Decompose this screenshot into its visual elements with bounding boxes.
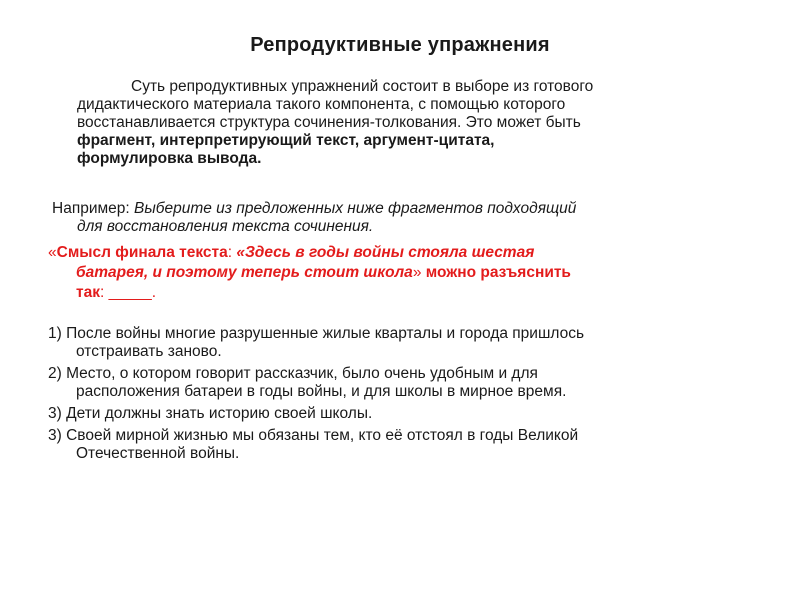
- intro-line-1: [77, 78, 697, 96]
- intro-line-4: [77, 132, 697, 150]
- quote-close-mark: »: [412, 264, 422, 281]
- quote-part-2b: батарея, и поэтому теперь стоит школа: [76, 264, 413, 281]
- options-list: [48, 325, 748, 467]
- option-4-line-1: 3) Своей мирной жизнью мы обязаны тем, кто её отстоял в годы Великой: [48, 427, 579, 444]
- quote-line-2: [48, 263, 738, 283]
- example-line-2: для восстановления текста сочинения.: [77, 218, 374, 235]
- list-item: [48, 325, 748, 361]
- quote-colon-1: :: [227, 244, 237, 261]
- list-item: [48, 427, 748, 463]
- option-1-line-2: отстраивать заново.: [76, 343, 222, 360]
- quote-paragraph: [48, 243, 738, 303]
- list-item: [48, 405, 748, 423]
- quote-part-2a: «Здесь в годы войны стояла шестая: [236, 244, 535, 261]
- quote-part-4: так: [76, 284, 100, 301]
- intro-bold-2: формулировка вывода.: [77, 150, 262, 167]
- option-1-line-1: 1) После войны многие разрушенные жилые кварталы и города пришлось: [48, 325, 585, 342]
- option-2-line-2: расположения батареи в годы войны, и для школы в мирное время.: [76, 383, 567, 400]
- example-label: Например:: [52, 200, 134, 217]
- slide-title: Репродуктивные упражнения: [250, 34, 550, 56]
- quote-line-3: [48, 283, 738, 303]
- intro-line-2: дидактического материала такого компонента, с помощью которого: [77, 96, 566, 113]
- example-paragraph: [52, 200, 742, 236]
- option-3-line-1: 3) Дети должны знать историю своей школы.: [48, 405, 373, 422]
- intro-text-1: Суть репродуктивных упражнений состоит в выборе из готового: [131, 78, 594, 95]
- quote-part-3: можно разъяснить: [421, 264, 571, 281]
- intro-line-5: [77, 150, 697, 168]
- example-line-1: [52, 200, 742, 218]
- quote-open-mark: «: [48, 244, 57, 261]
- quote-line-1: [48, 243, 738, 263]
- option-4-line-2: Отечественной войны.: [76, 445, 240, 462]
- quote-blank: _____.: [108, 284, 157, 301]
- intro-paragraph: [77, 78, 697, 168]
- list-item: [48, 365, 748, 401]
- option-2-line-1: 2) Место, о котором говорит рассказчик, было очень удобным и для: [48, 365, 538, 382]
- intro-bold-1: фрагмент, интерпретирующий текст, аргумент-цитата,: [77, 132, 495, 149]
- quote-colon-2: :: [99, 284, 109, 301]
- example-task-1: Выберите из предложенных ниже фрагментов подходящий: [134, 200, 577, 217]
- intro-line-3: восстанавливается структура сочинения-толкования. Это может быть: [77, 114, 581, 131]
- quote-part-1: Смысл финала текста: [56, 244, 228, 261]
